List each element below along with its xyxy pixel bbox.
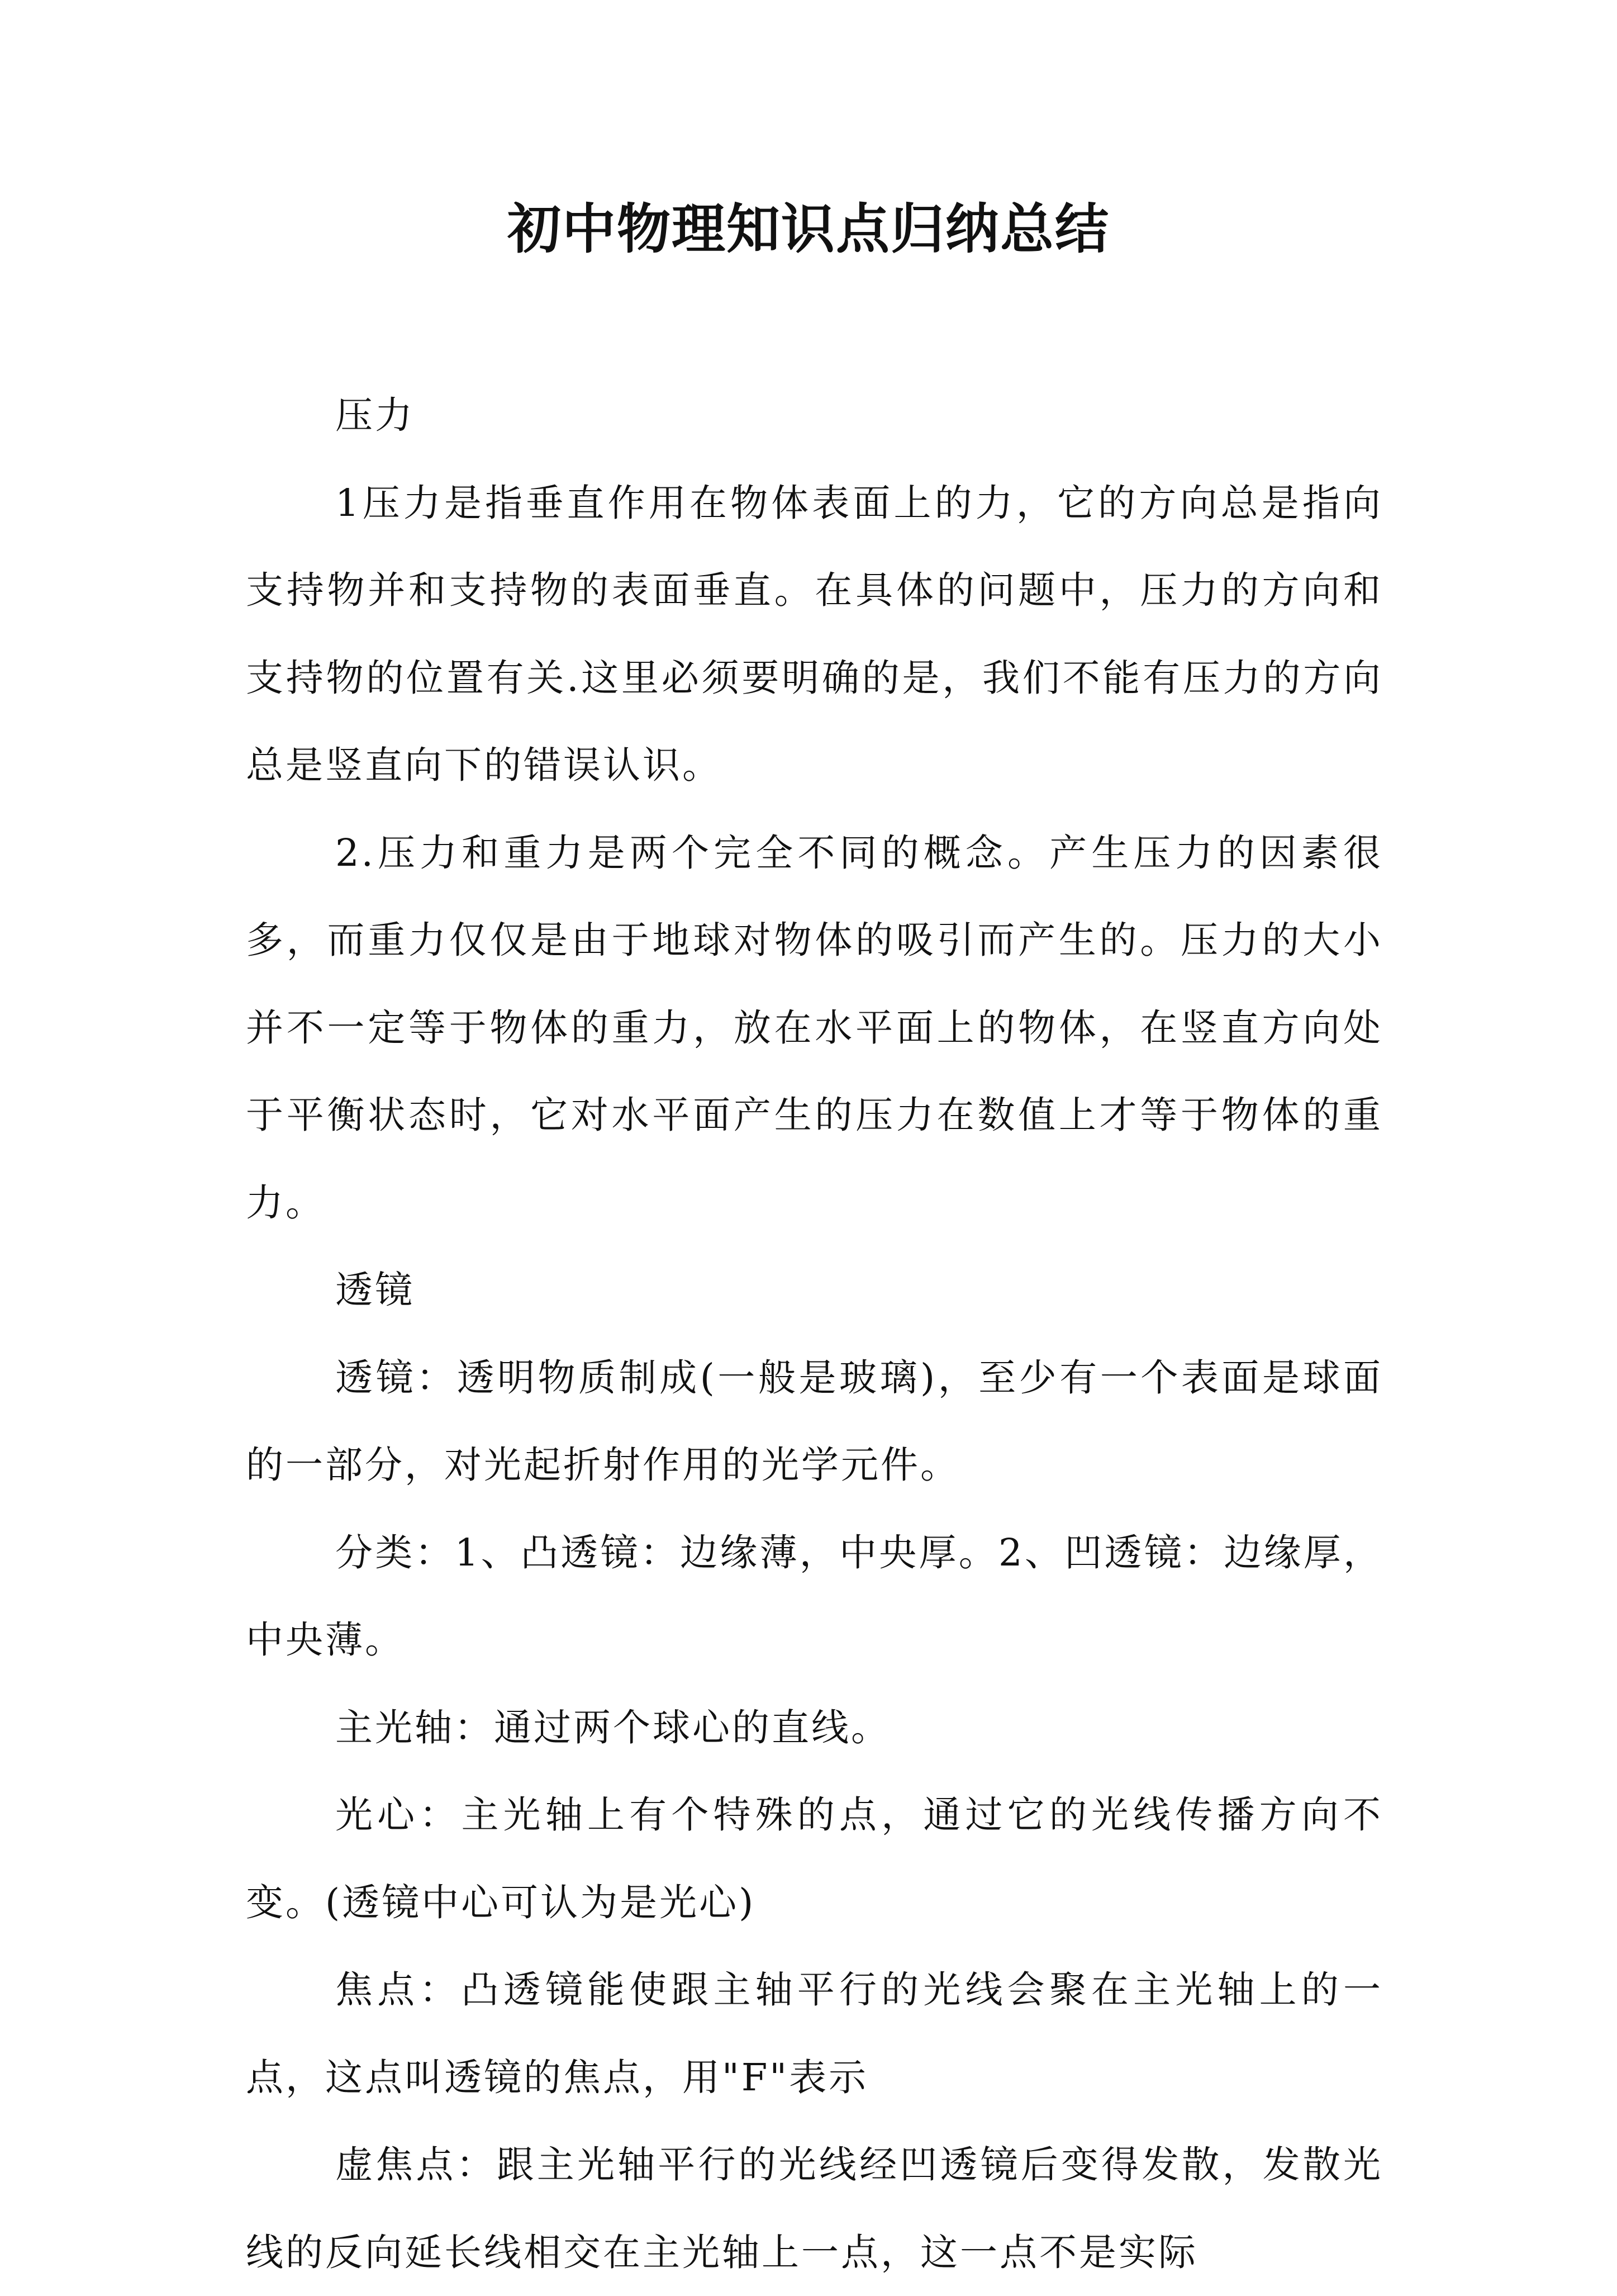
paragraph-principal-axis: 主光轴：通过两个球心的直线。 (335, 1705, 891, 1749)
paragraph-virtual-focus: 虚焦点：跟主光轴平行的光线经凹透镜后变得发散，发散光线的反向延长线相交在主光轴上一点，这一点不是实际 (246, 2143, 1383, 2274)
document-title: 初中物理知识点归纳总结 (507, 198, 1110, 260)
paragraph-pressure-1: 1压力是指垂直作用在物体表面上的力，它的方向总是指向支持物并和支持物的表面垂直。在具体的问题中，压力的方向和支持物的位置有关.这里必须要明确的是，我们不能有压力的方向总是竖直向下的错误认识。 (246, 481, 1383, 787)
section-heading-pressure: 压力 (335, 393, 415, 437)
paragraph-lens-definition: 透镜：透明物质制成(一般是玻璃)，至少有一个表面是球面的一部分，对光起折射作用的光学元件。 (246, 1355, 1383, 1487)
section-heading-lens: 透镜 (335, 1268, 415, 1312)
paragraph-focal-point: 焦点：凸透镜能使跟主轴平行的光线会聚在主光轴上的一点，这点叫透镜的焦点，用"F"表示 (246, 1968, 1383, 2099)
paragraph-lens-classification: 分类：1、凸透镜：边缘薄，中央厚。2、凹透镜：边缘厚，中央薄。 (246, 1530, 1383, 1662)
document-body (246, 372, 1383, 2296)
paragraph-optical-center: 光心：主光轴上有个特殊的点，通过它的光线传播方向不变。(透镜中心可认为是光心) (246, 1793, 1383, 1924)
paragraph-pressure-2: 2.压力和重力是两个完全不同的概念。产生压力的因素很多，而重力仅仅是由于地球对物体的吸引而产生的。压力的大小并不一定等于物体的重力，放在水平面上的物体，在竖直方向处于平衡状态时，它对水平面产生的压力在数值上才等于物体的重力。 (246, 831, 1383, 1225)
